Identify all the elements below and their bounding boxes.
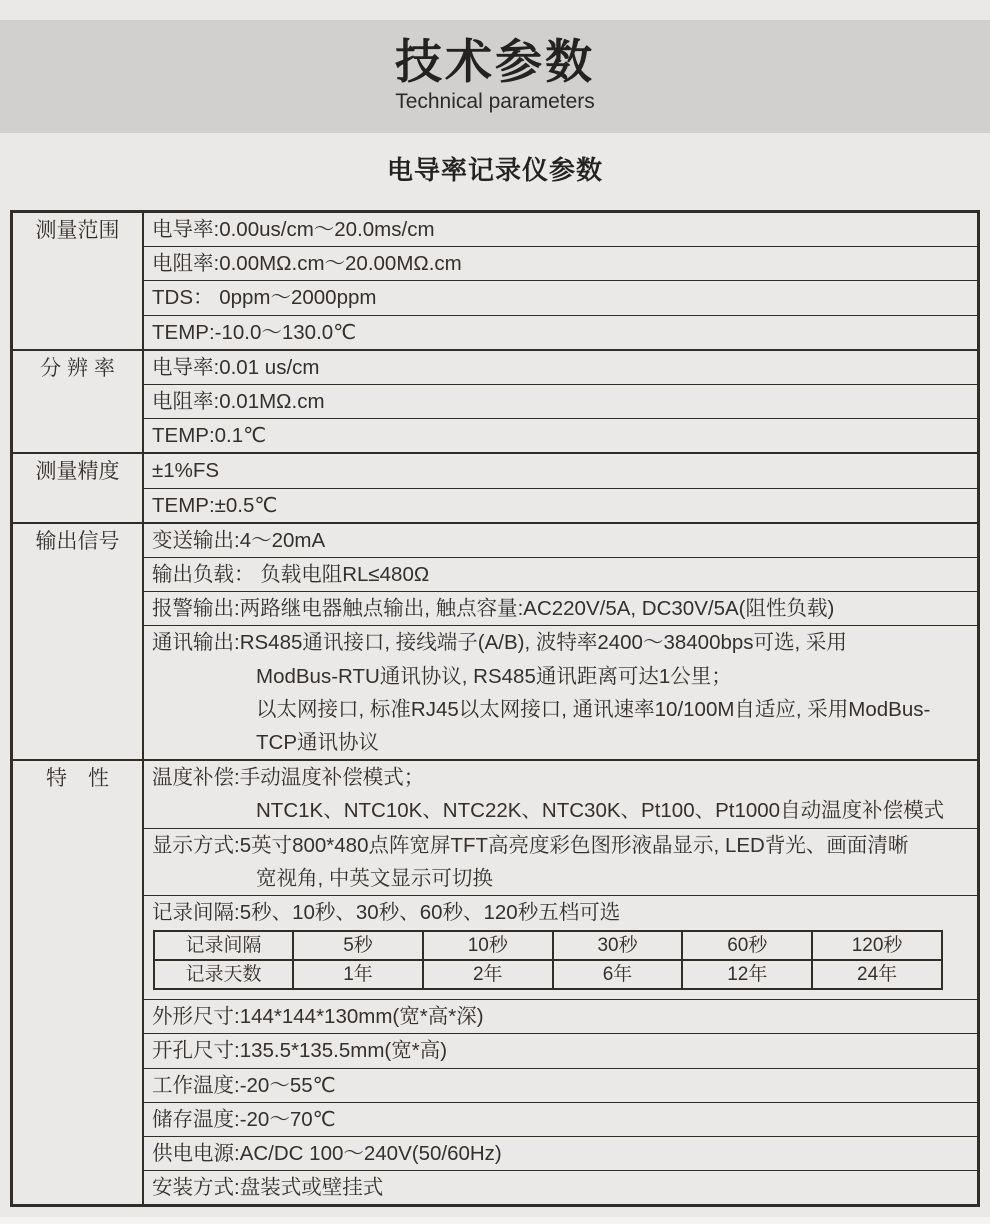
spec-line: TEMP:-10.0～130.0℃ bbox=[152, 320, 357, 344]
spec-line: 宽视角, 中英文显示可切换 bbox=[256, 866, 493, 890]
spec-line: TDS： 0ppm～2000ppm bbox=[152, 286, 377, 310]
record-interval-row bbox=[154, 931, 942, 960]
spec-row bbox=[144, 557, 977, 591]
mini-table-cell: 12年 bbox=[682, 960, 812, 989]
spec-row bbox=[144, 351, 977, 384]
mini-table-cell: 60秒 bbox=[682, 931, 812, 960]
spec-group-row bbox=[13, 452, 977, 521]
spec-row bbox=[144, 280, 977, 314]
spec-row bbox=[144, 828, 977, 895]
mini-table-cell: 1年 bbox=[293, 960, 423, 989]
spec-group-row bbox=[13, 213, 977, 349]
spec-line: TEMP:±0.5℃ bbox=[152, 493, 278, 517]
group-label: 测量精度 bbox=[13, 454, 144, 521]
spec-row bbox=[144, 761, 977, 827]
spec-row bbox=[144, 1102, 977, 1136]
spec-line: 工作温度:-20～55℃ bbox=[152, 1073, 336, 1097]
spec-row bbox=[144, 384, 977, 418]
spec-group-row bbox=[13, 349, 977, 453]
spec-line: 变送输出:4～20mA bbox=[152, 528, 326, 552]
spec-line: 以太网接口, 标准RJ45以太网接口, 通讯速率10/100M自适应, 采用ModBus- bbox=[256, 697, 931, 721]
group-label: 分 辨 率 bbox=[13, 351, 144, 453]
group-content bbox=[144, 351, 977, 453]
group-content bbox=[144, 213, 977, 349]
group-content bbox=[144, 761, 977, 1204]
spec-line: TEMP:0.1℃ bbox=[152, 424, 267, 448]
spec-line: 电导率:0.00us/cm～20.0ms/cm bbox=[152, 218, 435, 241]
spec-line: 储存温度:-20～70℃ bbox=[152, 1107, 336, 1131]
spec-row bbox=[144, 315, 977, 349]
page-bottom-strip bbox=[0, 1217, 990, 1224]
spec-line: ModBus-RTU通讯协议, RS485通讯距离可达1公里； bbox=[256, 664, 732, 688]
spec-row bbox=[144, 488, 977, 522]
spec-line: 开孔尺寸:135.5*135.5mm(宽*高) bbox=[152, 1039, 448, 1063]
spec-line: 电阻率:0.01MΩ.cm bbox=[152, 390, 325, 414]
mini-table-header: 记录间隔 bbox=[154, 931, 293, 960]
mini-table-cell: 6年 bbox=[553, 960, 683, 989]
spec-line: NTC1K、NTC10K、NTC22K、NTC30K、Pt100、Pt1000自动温度补偿模式 bbox=[256, 799, 945, 823]
spec-row bbox=[144, 895, 977, 990]
spec-line: 记录间隔:5秒、10秒、30秒、60秒、120秒五档可选 bbox=[152, 901, 621, 925]
spec-row bbox=[144, 625, 977, 759]
spec-row bbox=[144, 213, 977, 246]
spec-line: 外形尺寸:144*144*130mm(宽*高*深) bbox=[152, 1005, 484, 1029]
spec-row bbox=[144, 1033, 977, 1067]
spec-line: 电阻率:0.00MΩ.cm～20.00MΩ.cm bbox=[152, 252, 462, 276]
spec-line: ±1%FS bbox=[152, 459, 220, 483]
page-title: 技术参数 bbox=[395, 35, 595, 88]
spec-line: 报警输出:两路继电器触点输出, 触点容量:AC220V/5A, DC30V/5A(阻性负载) bbox=[152, 597, 835, 621]
spec-group-row bbox=[13, 522, 977, 759]
spec-row bbox=[144, 1068, 977, 1102]
spec-row bbox=[144, 591, 977, 625]
spec-row bbox=[144, 1170, 977, 1204]
spec-line: TCP通讯协议 bbox=[256, 731, 379, 755]
spec-group-row bbox=[13, 759, 977, 1204]
header-banner bbox=[0, 20, 990, 133]
spec-line: 电导率:0.01 us/cm bbox=[152, 355, 320, 379]
mini-table-cell: 30秒 bbox=[553, 931, 683, 960]
section-heading: 电导率记录仪参数 bbox=[386, 155, 603, 185]
record-interval-table bbox=[153, 930, 943, 990]
spec-line: 输出负载： 负载电阻RL≤480Ω bbox=[152, 563, 430, 587]
mini-table-cell: 24年 bbox=[812, 960, 942, 989]
group-label: 输出信号 bbox=[13, 524, 144, 759]
spec-row bbox=[144, 999, 977, 1033]
spec-line: 供电电源:AC/DC 100～240V(50/60Hz) bbox=[152, 1142, 502, 1166]
mini-table-cell: 2年 bbox=[423, 960, 553, 989]
record-interval-row bbox=[154, 960, 942, 989]
spec-row bbox=[144, 454, 977, 487]
spec-row bbox=[144, 1136, 977, 1170]
page-subtitle: Technical parameters bbox=[395, 90, 595, 113]
mini-table-cell: 10秒 bbox=[423, 931, 553, 960]
group-label: 测量范围 bbox=[13, 213, 144, 349]
spec-row bbox=[144, 524, 977, 557]
spec-line: 安装方式:盘装式或壁挂式 bbox=[152, 1176, 384, 1200]
spec-line: 通讯输出:RS485通讯接口, 接线端子(A/B), 波特率2400～38400bps可选, 采用 bbox=[152, 631, 847, 655]
group-content bbox=[144, 454, 977, 521]
group-content bbox=[144, 524, 977, 759]
spec-line: 温度补偿:手动温度补偿模式； bbox=[152, 766, 425, 790]
group-label: 特 性 bbox=[13, 761, 144, 1204]
spec-table bbox=[10, 210, 980, 1207]
mini-table-cell: 5秒 bbox=[293, 931, 423, 960]
spec-line: 显示方式:5英寸800*480点阵宽屏TFT高亮度彩色图形液晶显示, LED背光、画面清晰 bbox=[152, 833, 909, 857]
mini-table-header: 记录天数 bbox=[154, 960, 293, 989]
spec-row bbox=[144, 418, 977, 452]
mini-table-cell: 120秒 bbox=[812, 931, 942, 960]
spec-row bbox=[144, 246, 977, 280]
